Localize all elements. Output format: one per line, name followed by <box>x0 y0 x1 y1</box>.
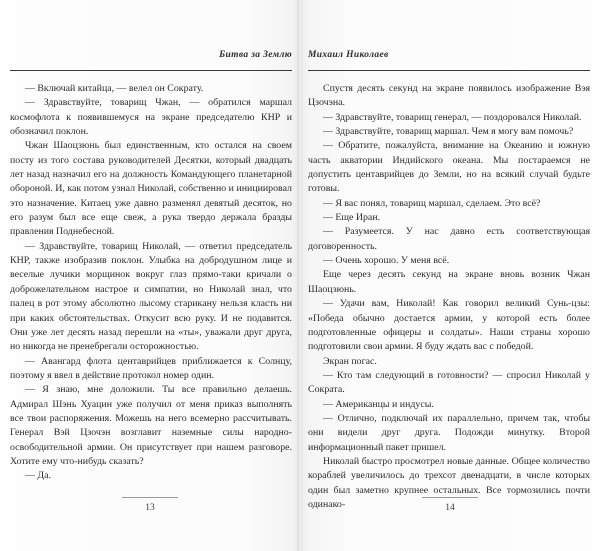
paragraph: — Еще Иран. <box>323 212 381 224</box>
paragraph: — Здравствуйте, товарищ Чжан, — обратился маршал космофлота к появившемуся на экране председателю КНР и обозначил поклон. <box>10 97 292 138</box>
right-page-body <box>308 82 590 512</box>
paragraph: Чжан Шаоцзюнь был единственным, кто остался на своем посту из того состава руководителей Десятки, который двадцать лет назад назначил его на должность Командующего планетарной обороной. И, как потом узнал Николай, собственно и инициировал это назначение. Китаец уже давно разменял девятый десяток, но его разум был все еще свеж, а рука твердо держала бразды правления Поднебесной. <box>10 140 292 238</box>
paragraph: — Обратите, пожалуйста, внимание на Океанию и южную часть акватории Индийского океана. Мы постараемся не допустить центаврийцев до Земли, но на всякий случай будьте готовы. <box>308 140 590 195</box>
left-page-body <box>10 82 292 484</box>
paragraph: — Я вас понял, товарищ маршал, сделаем. Это всё? <box>323 197 541 209</box>
paragraph: — Включай китайца, — велел он Сократу. <box>25 83 204 94</box>
paragraph: — Здравствуйте, товарищ маршал. Чем я могу вам помочь? <box>323 126 574 138</box>
paragraph: — Кто там следующий в готовности? — спросил Николай у Сократа. <box>308 369 590 396</box>
paragraph: — Здравствуйте, товарищ генерал, — поздоровался Николай. <box>323 111 582 123</box>
right-page <box>300 0 600 551</box>
right-folio <box>300 497 600 513</box>
left-folio <box>0 497 300 513</box>
paragraph: Спустя десять секунд на экране появилось изображение Вэя Цзочэна. <box>308 83 590 109</box>
paragraph: — Очень хорошо. У меня всё. <box>323 255 450 267</box>
paragraph: — Да. <box>25 470 51 482</box>
left-running-head: Битва за Землю <box>219 50 292 60</box>
paragraph: — Авангард флота центаврийцев приближается к Солнцу, поэтому я ввел в действие протокол номер один. <box>10 355 292 381</box>
page-number: 13 <box>145 503 155 513</box>
paragraph: — Американцы и индусы. <box>323 398 434 410</box>
paragraph: — Я знаю, мне доложили. Ты все правильно делаешь. Адмирал Шэнь Хуацин уже получил от меня приказ выполнять все твои распоряжения. Можешь на него всемерно рассчитывать. Генерал Вэй Цзочэн возглавит наземные силы народно-освободительной армии. Он присутствует при нашем разговоре. Хотите ему что-нибудь сказать? <box>10 384 292 467</box>
right-running-head: Михаил Николаев <box>308 50 389 60</box>
paragraph: — Здравствуйте, товарищ Николай, — ответил председатель КНР, также изобразив поклон. Улыбка на добродушном лице и веселые лучики морщинок вокруг глаз прямо-таки кричали о доброжелательном настрое и симпатии, но Николай знал, что палец в рот этому абсолютно лысому старикану нельзя класть ни при каких обстоятельствах. Откусит всю руку. И не подавится. Они уже лет десять назад перешли на «ты», уважали друг друга, но никогда не пренебрегали осторожностью. <box>10 240 292 353</box>
left-header-rule <box>10 70 292 71</box>
paragraph: Николай быстро просмотрел новые данные. Общее количество кораблей увеличилось до трехсот двенадцати, в числе которых один был заметно крупнее остальных. Все тормозились почти одинако- <box>308 455 590 510</box>
right-header-rule <box>308 70 590 71</box>
paragraph: — Отлично, подключай их параллельно, причем так, чтобы они видели друг друга. Подожди минутку. Второй информационный пакет пришел. <box>308 412 590 453</box>
page-number: 14 <box>445 503 455 513</box>
folio-rule <box>422 497 478 498</box>
paragraph: — Разумеется. У нас давно есть соответствующая договоренность. <box>308 226 590 252</box>
folio-rule <box>122 497 178 498</box>
paragraph: Еще через десять секунд на экране вновь возник Чжан Шаоцзюнь. <box>308 269 590 295</box>
paragraph: Экран погас. <box>323 355 377 367</box>
paragraph: — Удачи вам, Николай! Как говорил великий Сунь-цзы: «Победа обычно достается армии, у которой есть более подготовленные офицеры и солдаты». Наши страны хорошо подготовили свои армии. Я буду ждать вас с победой. <box>308 298 590 353</box>
